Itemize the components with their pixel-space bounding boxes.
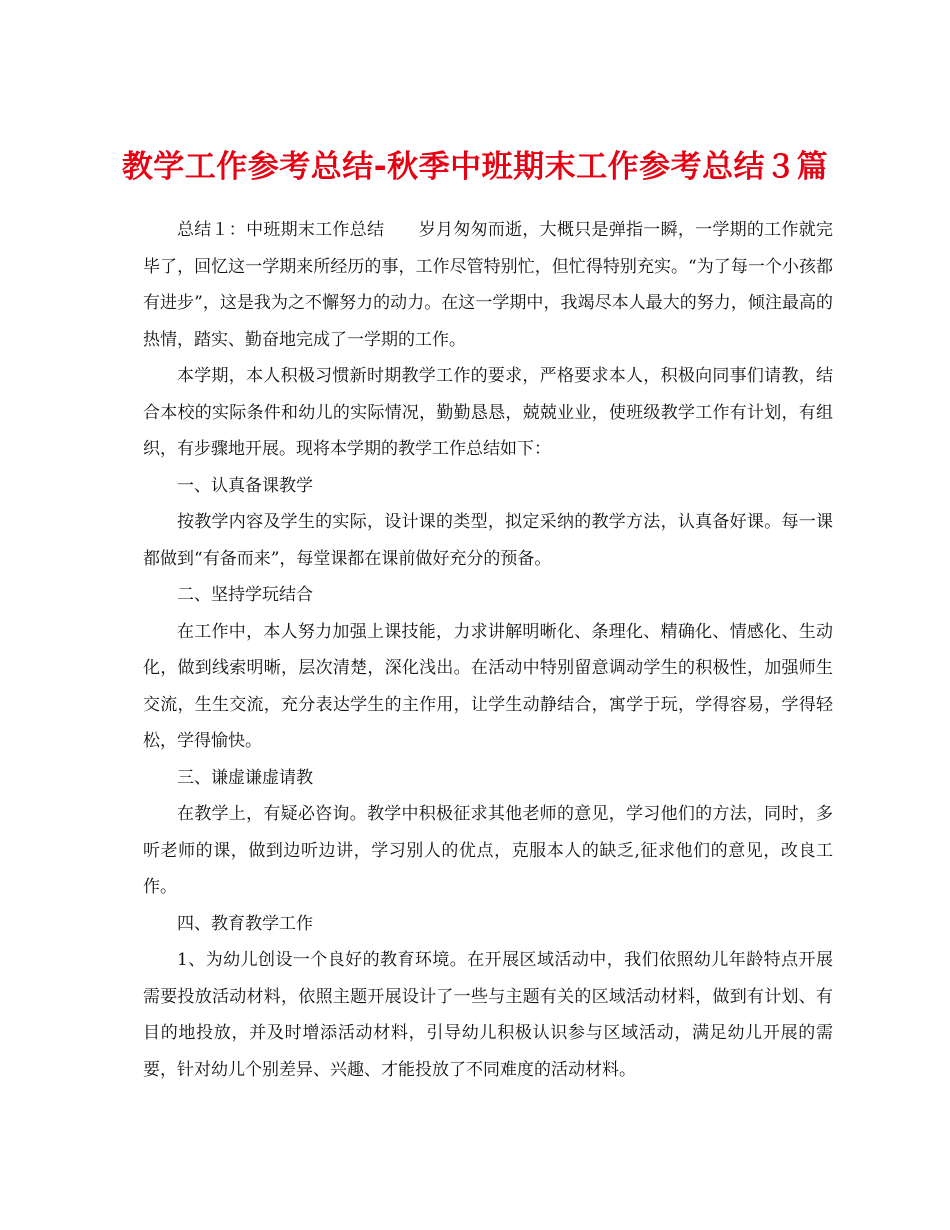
paragraph-section-4-item-1: 1、为幼儿创设一个良好的教育环境。在开展区域活动中，我们依照幼儿年龄特点开展需要投放活动材料，依照主题开展设计了一些与主题有关的区域活动材料，做到有计划、有目的地投放，并及时增添活动材料，引导幼儿积极认识参与区域活动，满足幼儿开展的需要，针对幼儿个别差异、兴趣、才能投放了不同难度的活动材料。 xyxy=(143,950,833,1080)
paragraph-semester-overview: 本学期，本人积极习惯新时期教学工作的要求，严格要求本人，积极向同事们请教，结合本校的实际条件和幼儿的实际情况，勤勤恳恳，兢兢业业，使班级教学工作有计划，有组织，有步骤地开展。现将本学期的教学工作总结如下： xyxy=(143,366,833,459)
section-heading-3: 三、谦虚谦虚请教 xyxy=(177,767,313,788)
paragraph-summary-intro: 总结１：中班期末工作总结 岁月匆匆而逝，大概只是弹指一瞬，一学期的工作就完毕了，回忆这一学期来所经历的事，工作尽管特别忙，但忙得特别充实。“为了每一个小孩都有进步”，这是我为之不懈努力的动力。在这一学期中，我竭尽本人最大的努力，倾注最高的热情，踏实、勤奋地完成了一学期的工作。 xyxy=(143,220,833,350)
document-title: 教学工作参考总结-秋季中班期末工作参考总结３篇 xyxy=(121,148,829,185)
document-body xyxy=(143,212,833,1088)
paragraph-section-2: 在工作中，本人努力加强上课技能，力求讲解明晰化、条理化、精确化、情感化、生动化，做到线索明晰，层次清楚，深化浅出。在活动中特别留意调动学生的积极性，加强师生交流，生生交流，充分表达学生的主作用，让学生动静结合，寓学于玩，学得容易，学得轻松，学得愉快。 xyxy=(143,621,833,751)
section-heading-2: 二、坚持学玩结合 xyxy=(177,585,313,605)
paragraph-section-3: 在教学上，有疑必咨询。教学中积极征求其他老师的意见，学习他们的方法，同时，多听老师的课，做到边听边讲，学习别人的优点，克服本人的缺乏,征求他们的意见，改良工作。 xyxy=(143,804,833,897)
section-heading-1: 一、认真备课教学 xyxy=(177,475,313,496)
section-heading-4: 四、教育教学工作 xyxy=(177,913,313,934)
paragraph-section-1: 按教学内容及学生的实际，设计课的类型，拟定采纳的教学方法，认真备好课。每一课都做到“有备而来”，每堂课都在课前做好充分的预备。 xyxy=(143,512,833,569)
